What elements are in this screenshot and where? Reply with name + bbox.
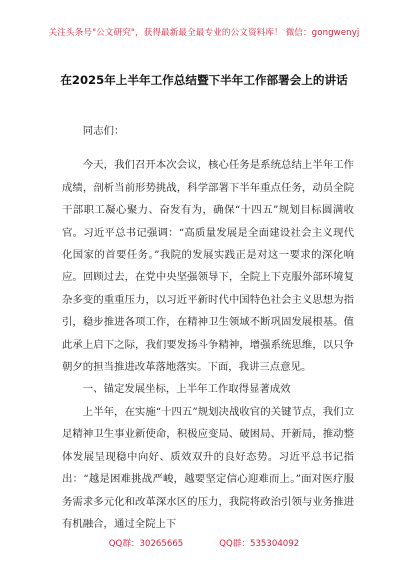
salutation: 同志们：	[82, 125, 125, 137]
qq-group-label-1: QQ群：	[108, 539, 140, 549]
document-body	[62, 120, 354, 535]
document-title: 在2025年上半年工作总结暨下半年工作部署会上的讲话	[60, 73, 348, 87]
paragraph-section-1: 上半年，在实施“十四五”规划决战收官的关键节点，我们立足精神卫生事业新使命，积极应变局、破困局、开新局，推动整体发展呈现稳中向好、质效双升的良好态势。习近平总书记指出：“越是困难挑战严峻，越要坚定信心迎难而上。”面对医疗服务需求多元化和改革深水区的压力，我院将政治引领与业务推进有机融合，通过全院上下	[62, 405, 354, 530]
paragraph-intro: 今天，我们召开本次会议，核心任务是系统总结上半年工作成绩，剖析当前形势挑战，科学部署下半年重点任务，动员全院干部职工凝心聚力、奋发有为，确保“十四五”规划目标圆满收官。习近平总书记强调：“高质量发展是全面建设社会主义现代化国家的首要任务。”我院的发展实践正是对这一要求的深化响应。回顾过去，在党中央坚强领导下，全院上下克服外部环境复杂多变的重重压力，以习近平新时代中国特色社会主义思想为指引，稳步推进各项工作，在精神卫生领域不断巩固发展根基。值此承上启下之际，我们要发扬斗争精神，增强系统思维，以只争朝夕的担当推进改革落地落实。下面，我讲三点意见。	[62, 159, 354, 374]
qq-group-label-2: QQ群：	[219, 539, 250, 549]
qq-group-number-1: 30265665	[139, 539, 184, 549]
header-banner: 关注头条号"公文研究"，获得最新最全最专业的公文资料库！ 微信：gongwenyj	[48, 28, 360, 38]
qq-group-number-2: 535304092	[249, 539, 300, 549]
footer-qq-groups	[0, 537, 408, 549]
section-heading-1: 一、锚定发展坐标，上半年工作取得显著成效	[82, 383, 291, 396]
